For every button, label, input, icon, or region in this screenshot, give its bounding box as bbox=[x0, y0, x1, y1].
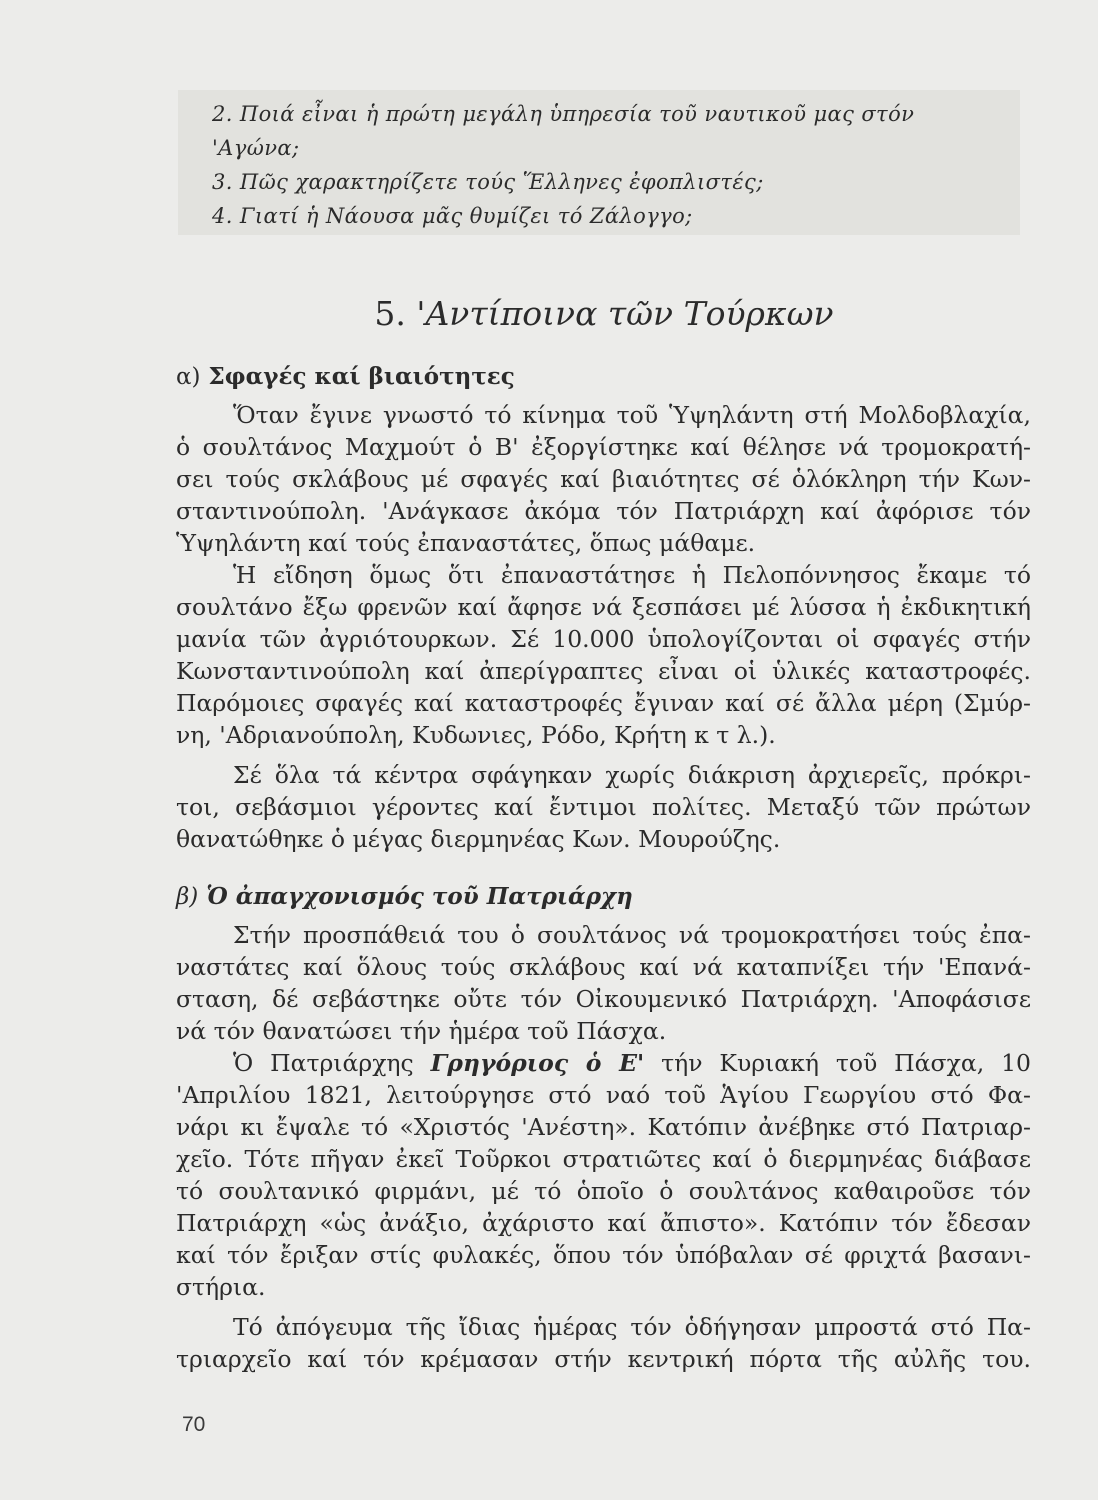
page-number: 70 bbox=[182, 1413, 206, 1436]
text-line: 'Απριλίου 1821, λειτούργησε στό ναό τοῦ Ἁγίου Γεωργίου στό Φα- bbox=[176, 1081, 1031, 1109]
subsection-b-title: Ὁ ἀπαγχονισμός τοῦ Πατριάρχη bbox=[206, 883, 633, 910]
text-line: τριαρχεῖο καί τόν κρέμασαν στήν κεντρική πόρτα τῆς αὐλῆς του. bbox=[176, 1345, 1031, 1373]
question-3: 3. Πῶς χαρακτηρίζετε τούς Ἕλληνες ἐφοπλιστές; bbox=[212, 170, 764, 194]
text-line: σουλτάνο ἔξω φρενῶν καί ἄφησε νά ξεσπάσει μέ λύσσα ἡ ἐκδικητική bbox=[176, 593, 1031, 621]
text-line: στήρια. bbox=[176, 1273, 266, 1301]
text-line: Παρόμοιες σφαγές καί καταστροφές ἔγιναν καί σέ ἄλλα μέρη (Σμύρ- bbox=[176, 689, 1031, 717]
text-line: τό σουλτανικό φιρμάνι, μέ τό ὁποῖο ὁ σουλτάνος καθαιροῦσε τόν bbox=[176, 1177, 1031, 1205]
text-line: σταντινούπολη. 'Ανάγκασε ἀκόμα τόν Πατριάρχη καί ἀφόρισε τόν bbox=[176, 497, 1031, 525]
text-line: μανία τῶν ἀγριότουρκων. Σέ 10.000 ὑπολογίζονται οἱ σφαγές στήν bbox=[176, 625, 1031, 653]
text-fragment: Ὁ Πατριάρχης bbox=[233, 1049, 431, 1077]
text-line: Τό ἀπόγευμα τῆς ἴδιας ἡμέρας τόν ὁδήγησαν μπροστά στό Πα- bbox=[233, 1313, 1031, 1341]
text-line: Ὑψηλάντη καί τούς ἐπαναστάτες, ὅπως μάθαμε. bbox=[176, 529, 756, 557]
text-line: Ὅταν ἔγινε γνωστό τό κίνημα τοῦ Ὑψηλάντη στή Μολδοβλαχία, bbox=[233, 401, 1031, 429]
section-number: 5. bbox=[374, 294, 406, 333]
text-line: νάρι κι ἔψαλε τό «Χριστός 'Ανέστη». Κατόπιν ἀνέβηκε στό Πατριαρ- bbox=[176, 1113, 1031, 1141]
question-2-continued: 'Αγώνα; bbox=[212, 136, 300, 160]
question-4: 4. Γιατί ἡ Νάουσα μᾶς θυμίζει τό Ζάλογγο; bbox=[212, 204, 693, 228]
subsection-a-title: Σφαγές καί βιαιότητες bbox=[208, 363, 515, 390]
text-line: σταση, δέ σεβάστηκε οὔτε τόν Οἰκουμενικό Πατριάρχη. 'Αποφάσισε bbox=[176, 985, 1031, 1013]
question-2: 2. Ποιά εἶναι ἡ πρώτη μεγάλη ὑπηρεσία τοῦ ναυτικοῦ μας στόν bbox=[212, 102, 915, 126]
text-line: θανατώθηκε ὁ μέγας διερμηνέας Κων. Μουρούζης. bbox=[176, 825, 781, 853]
subsection-b-letter: β) bbox=[176, 884, 199, 910]
text-line: χεῖο. Τότε πῆγαν ἐκεῖ Τοῦρκοι στρατιῶτες καί ὁ διερμηνέας διάβασε bbox=[176, 1145, 1031, 1173]
text-line: ναστάτες καί ὅλους τούς σκλάβους καί νά καταπνίξει τήν 'Επανά- bbox=[176, 953, 1031, 981]
text-fragment: τήν Κυριακή τοῦ Πάσχα, 10 bbox=[644, 1049, 1031, 1077]
patriarch-name: Γρηγόριος ὁ Ε' bbox=[430, 1049, 645, 1077]
subsection-b-heading bbox=[176, 883, 633, 910]
text-line: Πατριάρχη «ὡς ἀνάξιο, ἀχάριστο καί ἄπιστο». Κατόπιν τόν ἔδεσαν bbox=[176, 1209, 1031, 1237]
text-line: ὁ σουλτάνος Μαχμούτ ὁ Β' ἐξοργίστηκε καί θέλησε νά τρομοκρατή- bbox=[176, 433, 1031, 461]
text-line: Ἡ εἴδηση ὅμως ὅτι ἐπαναστάτησε ἡ Πελοπόννησος ἔκαμε τό bbox=[233, 561, 1031, 589]
text-line bbox=[233, 1048, 1031, 1078]
text-line: τοι, σεβάσμιοι γέροντες καί ἔντιμοι πολίτες. Μεταξύ τῶν πρώτων bbox=[176, 793, 1031, 821]
section-title: 'Αντίποινα τῶν Τούρκων bbox=[416, 294, 834, 333]
text-line: Κωνσταντινούπολη καί ἀπερίγραπτες εἶναι οἱ ὑλικές καταστροφές. bbox=[176, 657, 1031, 685]
text-line: καί τόν ἔριξαν στίς φυλακές, ὅπου τόν ὑπόβαλαν σέ φριχτά βασανι- bbox=[176, 1241, 1031, 1269]
subsection-a-heading bbox=[176, 363, 515, 390]
subsection-a-letter: α) bbox=[176, 364, 201, 390]
text-line: Στήν προσπάθειά του ὁ σουλτάνος νά τρομοκρατήσει τούς ἐπα- bbox=[233, 921, 1031, 949]
text-line: σει τούς σκλάβους μέ σφαγές καί βιαιότητες σέ ὁλόκληρη τήν Κων- bbox=[176, 465, 1031, 493]
text-line: Σέ ὅλα τά κέντρα σφάγηκαν χωρίς διάκριση ἀρχιερεῖς, πρόκρι- bbox=[233, 761, 1031, 789]
section-heading bbox=[0, 294, 1098, 333]
text-line: νη, 'Αδριανούπολη, Κυδωνιες, Ρόδο, Κρήτη κ τ λ.). bbox=[176, 721, 776, 749]
text-line: νά τόν θανατώσει τήν ἡμέρα τοῦ Πάσχα. bbox=[176, 1017, 667, 1045]
